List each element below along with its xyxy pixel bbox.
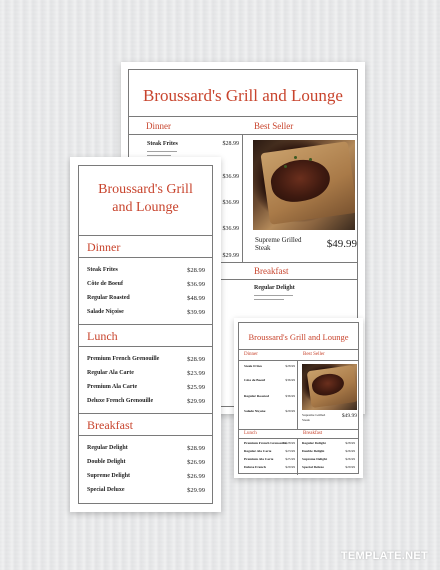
steak-photo — [302, 364, 357, 410]
menu-item-name: Supreme Delight — [87, 473, 131, 479]
column-divider — [297, 360, 298, 429]
divider — [239, 438, 358, 439]
menu-left-border — [78, 165, 213, 504]
menu-item-name: Deluxe French — [244, 465, 266, 469]
menu-item-name: Regular Roasted — [87, 295, 130, 301]
menu-item-price: $25.99 — [285, 457, 295, 461]
divider — [239, 429, 358, 430]
menu-item-name: Premium French Grenouille — [244, 441, 287, 445]
featured-item-name: Supreme Grilled Steak — [302, 413, 326, 422]
featured-item-price: $49.99 — [326, 238, 357, 250]
menu-item-price: $29.99 — [187, 398, 205, 405]
bestseller-heading: Best Seller — [254, 121, 294, 131]
title-line-2: and Lounge — [112, 200, 179, 215]
herb-garnish — [294, 156, 297, 159]
menu-item-name: Double Delight — [87, 459, 126, 465]
menu-item-name: Regular Roasted — [244, 394, 269, 398]
dinner-heading: Dinner — [87, 240, 121, 254]
menu-item-price: $28.99 — [345, 441, 355, 445]
steak-photo — [253, 140, 355, 230]
item-description: ▬▬▬▬▬▬▬▬▬▬▬▬▬ ▬▬▬▬▬▬▬▬▬▬ — [254, 293, 293, 301]
column-divider — [297, 438, 298, 475]
menu-left-title — [79, 181, 212, 217]
menu-item-price: $36.99 — [222, 174, 239, 180]
menu-item-price: $23.99 — [187, 370, 205, 377]
menu-small-card — [234, 318, 363, 478]
menu-item-price: $36.99 — [222, 226, 239, 232]
menu-item-name: Premium French Grenouille — [87, 356, 160, 362]
divider — [129, 134, 357, 135]
menu-small-border — [238, 322, 359, 474]
menu-item-name: Regular Delight — [254, 285, 295, 291]
menu-item-name: Regular Ala Carte — [87, 370, 134, 376]
dinner-heading: Dinner — [244, 352, 258, 357]
breakfast-heading: Breakfast — [303, 431, 323, 436]
divider — [79, 413, 212, 414]
menu-item-price: $28.99 — [187, 356, 205, 363]
breakfast-heading: Breakfast — [87, 418, 133, 432]
menu-item-name: Regular Delight — [87, 445, 128, 451]
menu-item-price: $26.99 — [345, 457, 355, 461]
featured-item-name: Supreme Grilled Steak — [255, 236, 302, 252]
divider — [79, 257, 212, 258]
menu-item-name: Premium Ala Carte — [244, 457, 274, 461]
menu-item-price: $36.99 — [187, 281, 205, 288]
column-divider — [242, 134, 243, 262]
herb-garnish — [284, 165, 287, 168]
divider — [239, 360, 358, 361]
divider — [79, 235, 212, 236]
menu-item-name: Côte de Boeuf — [244, 378, 265, 382]
menu-item-price: $29.99 — [285, 465, 295, 469]
divider — [239, 349, 358, 350]
menu-item-name: Supreme Delight — [302, 457, 328, 461]
featured-item-price: $49.99 — [341, 413, 357, 419]
menu-item-name: Premium Ala Carte — [87, 384, 138, 390]
dinner-heading: Dinner — [146, 121, 171, 131]
menu-item-price: $28.99 — [285, 364, 295, 368]
menu-small-title: Broussard's Grill and Lounge — [248, 332, 349, 342]
menu-item-name: Salade Niçoise — [87, 309, 124, 315]
menu-item-name: Steak Frites — [147, 141, 178, 147]
lunch-heading: Lunch — [87, 329, 118, 343]
menu-item-name: Regular Delight — [302, 441, 326, 445]
divider — [79, 435, 212, 436]
menu-item-price: $39.99 — [187, 309, 205, 316]
menu-item-price: $36.99 — [222, 200, 239, 206]
menu-item-price: $28.99 — [187, 445, 205, 452]
bestseller-heading: Best Seller — [303, 352, 325, 357]
item-description: ▬▬▬▬▬▬▬▬▬▬ ▬▬▬▬▬▬▬▬ — [147, 149, 177, 157]
menu-item-name: Côte de Boeuf — [87, 281, 123, 287]
menu-item-name: Steak Frites — [244, 364, 262, 368]
menu-item-name: Deluxe French Grenouille — [87, 398, 154, 404]
menu-item-price: $23.99 — [285, 449, 295, 453]
divider — [129, 116, 357, 117]
menu-left-card — [70, 157, 221, 512]
menu-item-name: Salade Niçoise — [244, 409, 266, 413]
menu-item-price: $25.99 — [187, 384, 205, 391]
menu-item-price: $28.99 — [222, 141, 239, 147]
menu-item-price: $28.99 — [187, 267, 205, 274]
menu-item-price: $26.99 — [187, 459, 205, 466]
menu-item-name: Double Delight — [302, 449, 325, 453]
menu-item-price: $48.99 — [187, 295, 205, 302]
menu-item-price: $26.99 — [187, 473, 205, 480]
menu-item-name: Special Deluxe — [87, 487, 125, 493]
breakfast-heading: Breakfast — [254, 266, 289, 276]
menu-item-price: $29.99 — [285, 409, 295, 413]
menu-item-price: $36.99 — [285, 378, 295, 382]
divider — [79, 324, 212, 325]
divider — [79, 346, 212, 347]
title-line-1: Broussard's Grill — [98, 182, 193, 197]
menu-item-name: Special Deluxe — [302, 465, 324, 469]
menu-item-price: $29.99 — [345, 465, 355, 469]
menu-item-price: $36.99 — [285, 394, 295, 398]
watermark: TEMPLATE.NET — [340, 550, 428, 562]
lunch-heading: Lunch — [244, 431, 257, 436]
menu-item-price: $26.99 — [345, 449, 355, 453]
menu-back-title: Broussard's Grill and Lounge — [143, 86, 343, 105]
menu-item-name: Steak Frites — [87, 267, 118, 273]
menu-item-name: Regular Ala Carte — [244, 449, 272, 453]
menu-item-price: $29.99 — [222, 253, 239, 259]
menu-item-price: $29.99 — [187, 487, 205, 494]
menu-item-price: $28.99 — [285, 441, 295, 445]
